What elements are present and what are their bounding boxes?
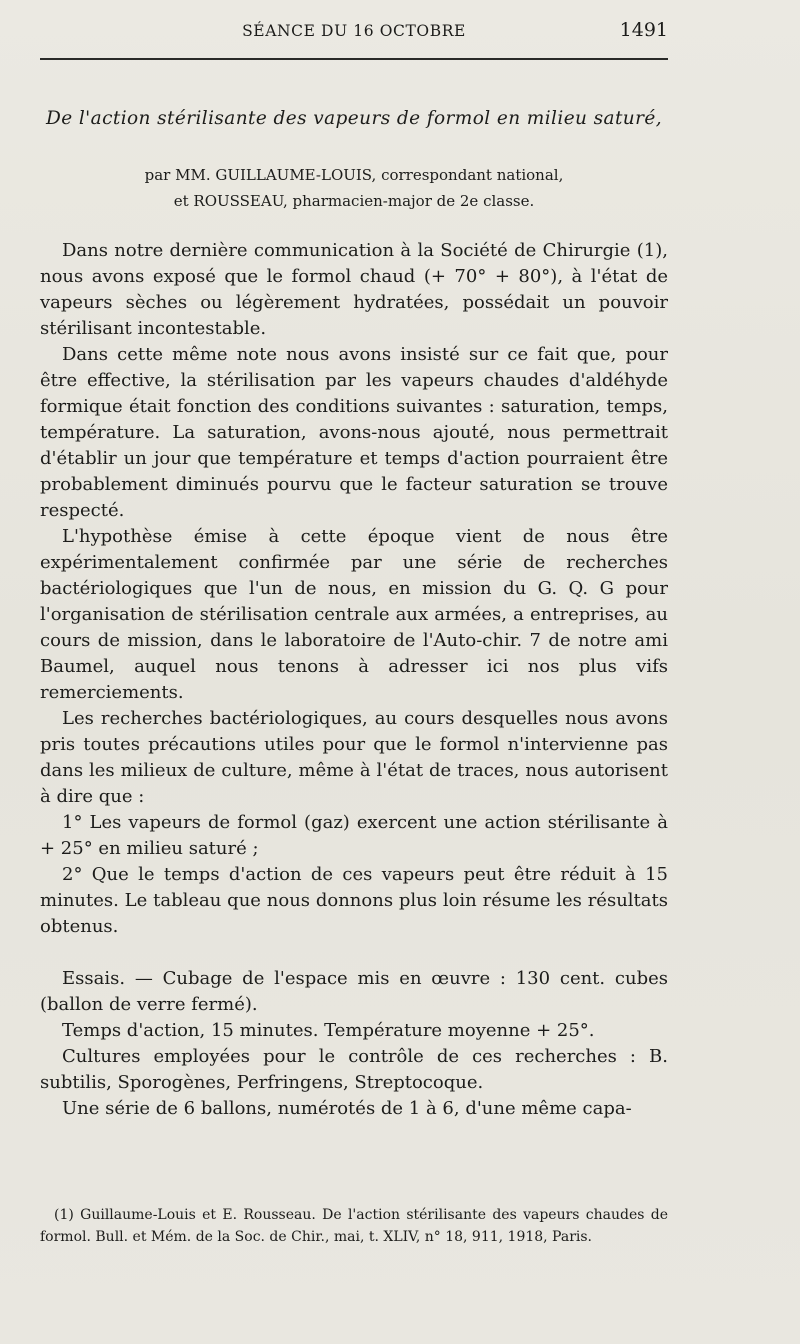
paragraph: Essais. — Cubage de l'espace mis en œuvre : 130 cent. cubes (ballon de verre fermé). xyxy=(40,968,668,1015)
running-head: SÉANCE DU 16 OCTOBRE xyxy=(242,22,466,40)
paragraph: Les recherches bactériologiques, au cours desquelles nous avons pris toutes précautions utiles pour que le formol n'intervienne pas dans les milieux de culture, même à l'état de traces, nous autorisent à dire que : xyxy=(40,708,668,807)
page-number: 1491 xyxy=(619,19,668,41)
authors-block xyxy=(40,162,668,214)
paragraph: 2° Que le temps d'action de ces vapeurs peut être réduit à 15 minutes. Le tableau que nous donnons plus loin résume les résultats obtenus. xyxy=(40,864,668,937)
article-body xyxy=(40,238,668,1122)
paragraph: 1° Les vapeurs de formol (gaz) exercent une action stérilisante à + 25° en milieu saturé ; xyxy=(40,812,668,859)
header-rule xyxy=(40,58,668,60)
footnote: (1) Guillaume-Louis et E. Rousseau. De l'action stérilisante des vapeurs chaudes de formol. Bull. et Mém. de la Soc. de Chir., mai, t. XLIV, n° 18, 911, 1918, Paris. xyxy=(40,1207,668,1245)
page-header xyxy=(40,18,668,46)
paragraph: Temps d'action, 15 minutes. Température moyenne + 25°. xyxy=(62,1020,595,1041)
article-title: De l'action stérilisante des vapeurs de formol en milieu saturé, xyxy=(46,108,662,129)
paragraph: Dans cette même note nous avons insisté sur ce fait que, pour être effective, la stérilisation par les vapeurs chaudes d'aldéhyde formique était fonction des conditions suivantes : saturation, temps, température. La saturation, avons-nous ajouté, nous permettrait d'établir un jour que température et temps d'action pourraient être probablement diminués pourvu que le facteur saturation se trouve respecté. xyxy=(40,344,668,521)
paragraph: Cultures employées pour le contrôle de ces recherches : B. subtilis, Sporogènes, Perfringens, Streptocoque. xyxy=(40,1046,668,1093)
authors-line-1: par MM. GUILLAUME-LOUIS, correspondant national, xyxy=(144,166,564,184)
authors-line-2: et ROUSSEAU, pharmacien-major de 2e classe. xyxy=(173,192,535,210)
paragraph: Une série de 6 ballons, numérotés de 1 à 6, d'une même capa- xyxy=(62,1098,632,1119)
paragraph: Dans notre dernière communication à la Société de Chirurgie (1), nous avons exposé que le formol chaud (+ 70° + 80°), à l'état de vapeurs sèches ou légèrement hydratées, possédait un pouvoir stérilisant incontestable. xyxy=(40,240,668,339)
paragraph: L'hypothèse émise à cette époque vient de nous être expérimentalement confirmée par une série de recherches bactériologiques que l'un de nous, en mission du G. Q. G pour l'organisation de stérilisation centrale aux armées, a entreprises, au cours de mission, dans le laboratoire de l'Auto-chir. 7 de notre ami Baumel, auquel nous tenons à adresser ici nos plus vifs remerciements. xyxy=(40,526,668,703)
